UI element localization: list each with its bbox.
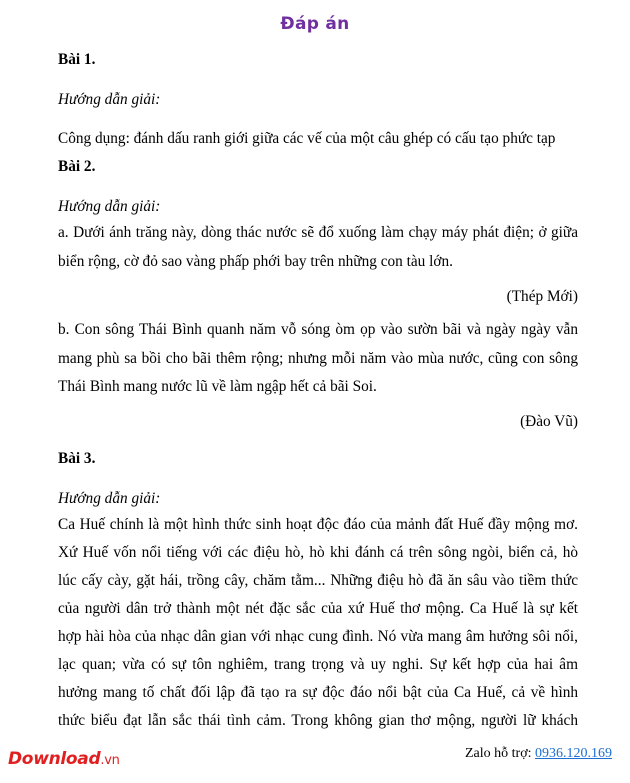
- bai3-line-8: thức biểu đạt lẫn sắc thái tình cảm. Trong không gian thơ mộng, người lữ khách: [58, 712, 578, 729]
- bai2-b-source: (Đào Vũ): [520, 413, 578, 430]
- bai2-a-line-2: biển rộng, cờ đỏ sao vàng phấp phới bay trên những con tàu lớn.: [58, 253, 453, 270]
- bai3-heading: Bài 3.: [58, 450, 96, 467]
- support-label: Zalo hỗ trợ:: [465, 746, 535, 761]
- logo-suffix: .vn: [100, 753, 120, 768]
- bai2-a-line-1: a. Dưới ánh trăng này, dòng thác nước sẽ đổ xuống làm chạy máy phát điện; ở giữa: [58, 224, 578, 241]
- bai3-line-5: hợp hài hòa của nhạc dân gian với nhạc cung đình. Nó vừa mang âm hưởng sôi nổi,: [58, 628, 578, 645]
- bai2-b-line-1: b. Con sông Thái Bình quanh năm vỗ sóng òm ọp vào sườn bãi và ngày ngày vẫn: [58, 321, 578, 338]
- bai3-line-6: lạc quan; vừa có sự tôn nghiêm, trang trọng và uy nghi. Sự kết hợp của hai âm: [58, 656, 578, 673]
- footer-support: [465, 746, 612, 762]
- bai2-a-source: (Thép Mới): [506, 288, 578, 305]
- support-phone-link[interactable]: 0936.120.169: [535, 746, 612, 761]
- logo-main: Download: [8, 749, 101, 769]
- bai2-b-line-2: mang phù sa bồi cho bãi thêm rộng; nhưng mỗi năm vào mùa nước, cũng con sông: [58, 350, 578, 367]
- bai3-line-2: Xứ Huế vốn nổi tiếng với các điệu hò, hò khi đánh cá trên sông ngòi, biển cả, hò: [58, 544, 578, 561]
- bai3-line-1: Ca Huế chính là một hình thức sinh hoạt độc đáo của mảnh đất Huế đầy mộng mơ.: [58, 516, 578, 533]
- download-vn-logo[interactable]: [8, 749, 120, 769]
- bai3-line-3: lúc cấy cày, gặt hái, trồng cây, chăm tằm... Những điệu hò đã ăn sâu vào tiềm thức: [58, 572, 578, 589]
- bai3-line-7: hưởng mang tố chất đối lập đã tạo ra sự độc đáo nổi bật của Ca Huế, cả về hình: [58, 684, 578, 701]
- bai1-answer: Công dụng: đánh dấu ranh giới giữa các vế của một câu ghép có cấu tạo phức tạp: [58, 130, 556, 147]
- bai3-line-4: của người dân trở thành một nét đặc sắc của xứ Huế thơ mộng. Ca Huế là sự kết: [58, 600, 578, 617]
- bai1-heading: Bài 1.: [58, 51, 96, 68]
- bai2-heading: Bài 2.: [58, 158, 96, 175]
- bai2-b-line-3: Thái Bình mang nước lũ về làm ngập hết cả bãi Soi.: [58, 378, 377, 395]
- page-title: Đáp án: [280, 14, 350, 34]
- bai3-guide-label: Hướng dẫn giải:: [58, 490, 161, 507]
- bai1-guide-label: Hướng dẫn giải:: [58, 91, 161, 108]
- bai2-guide-label: Hướng dẫn giải:: [58, 198, 161, 215]
